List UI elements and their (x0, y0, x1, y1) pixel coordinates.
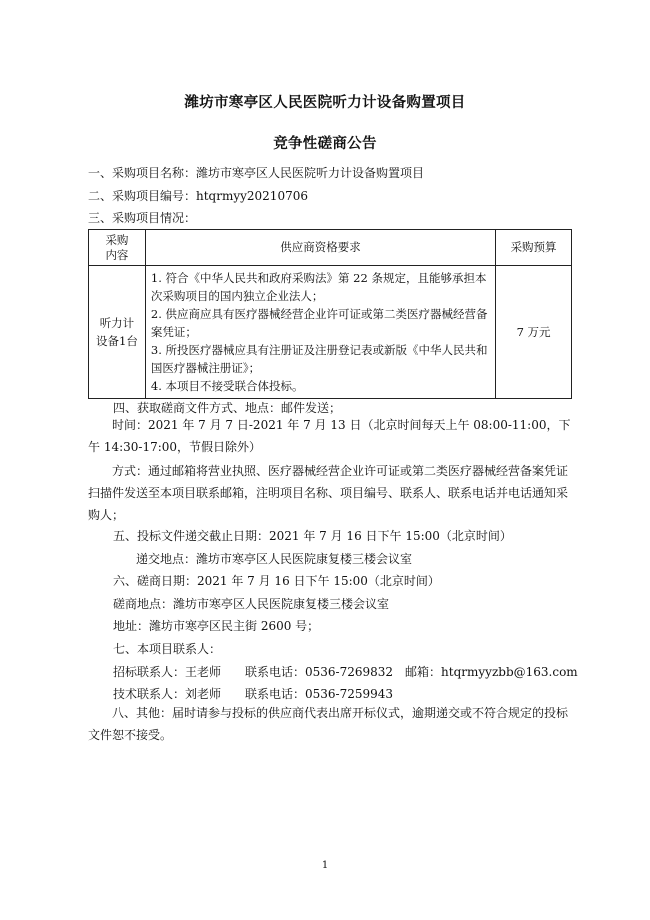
document-subtitle: 竞争性磋商公告 (273, 136, 377, 152)
method-paragraph: 方式：通过邮箱将营业执照、医疗器械经营企业许可证或第二类医疗器械经营备案凭证扫描件发送至本项目联系邮箱，注明项目名称、项目编号、联系人、联系电话并电话通知采购人； (88, 464, 569, 522)
requirements-table (88, 229, 572, 399)
submit-location: 递交地点：潍坊市寒亭区人民医院康复楼三楼会议室 (136, 552, 413, 566)
consult-location: 磋商地点：潍坊市寒亭区人民医院康复楼三楼会议室 (113, 597, 390, 611)
header-budget: 采购预算 (496, 230, 572, 266)
cell-content (89, 266, 146, 399)
cell-budget: 7 万元 (496, 266, 572, 399)
contact-technical: 技术联系人：刘老师 联系电话：0536-7259943 (113, 687, 394, 701)
section-project-number: 二、采购项目编号：htqrmyy20210706 (88, 189, 308, 203)
requirement-1: 1. 符合《中华人民共和政府采购法》第 22 条规定，且能够承担本次采购项目的国内独立企业法人； (150, 271, 487, 303)
section-project-info: 三、采购项目情况： (88, 211, 197, 225)
document-title: 潍坊市寒亭区人民医院听力计设备购置项目 (184, 95, 466, 111)
address: 地址：潍坊市寒亭区民主街 2600 号； (113, 619, 320, 633)
header-content-label: 采购 内容 (105, 232, 129, 262)
section-deadline: 五、投标文件递交截止日期：2021 年 7 月 16 日下午 15:00（北京时间） (113, 529, 512, 543)
table-header-row (89, 230, 572, 266)
section-consult-date: 六、磋商日期：2021 年 7 月 16 日下午 15:00（北京时间） (113, 574, 440, 588)
table-row (89, 266, 572, 399)
requirement-2: 2. 供应商应具有医疗器械经营企业许可证或第二类医疗器械经营备案凭证； (150, 307, 488, 339)
cell-requirements (145, 266, 495, 399)
cell-content-text: 听力计 设备1台 (96, 316, 138, 348)
contact-bidding: 招标联系人：王老师 联系电话：0536-7269832 邮箱：htqrmyyzbb@163.com (113, 665, 578, 679)
page-number: 1 (321, 860, 329, 871)
time-paragraph: 时间：2021 年 7 月 7 日-2021 年 7 月 13 日（北京时间每天上午 08:00-11:00，下午 14:30-17:00，节假日除外） (88, 418, 571, 454)
requirement-4: 4. 本项目不接受联合体投标。 (150, 379, 304, 393)
section-acquire-method: 四、获取磋商文件方式、地点：邮件发送； (113, 401, 342, 415)
requirement-3: 3. 所投医疗器械应具有注册证及注册登记表或新版《中华人民共和国医疗器械注册证》； (150, 343, 488, 375)
section-project-name: 一、采购项目名称：潍坊市寒亭区人民医院听力计设备购置项目 (88, 166, 425, 180)
section-other: 八、其他：届时请参与投标的供应商代表出席开标仪式，逾期递交或不符合规定的投标文件恕不接受。 (88, 706, 569, 742)
section-contacts: 七、本项目联系人： (113, 642, 222, 656)
header-requirements: 供应商资格要求 (145, 230, 495, 266)
header-content (89, 230, 146, 266)
